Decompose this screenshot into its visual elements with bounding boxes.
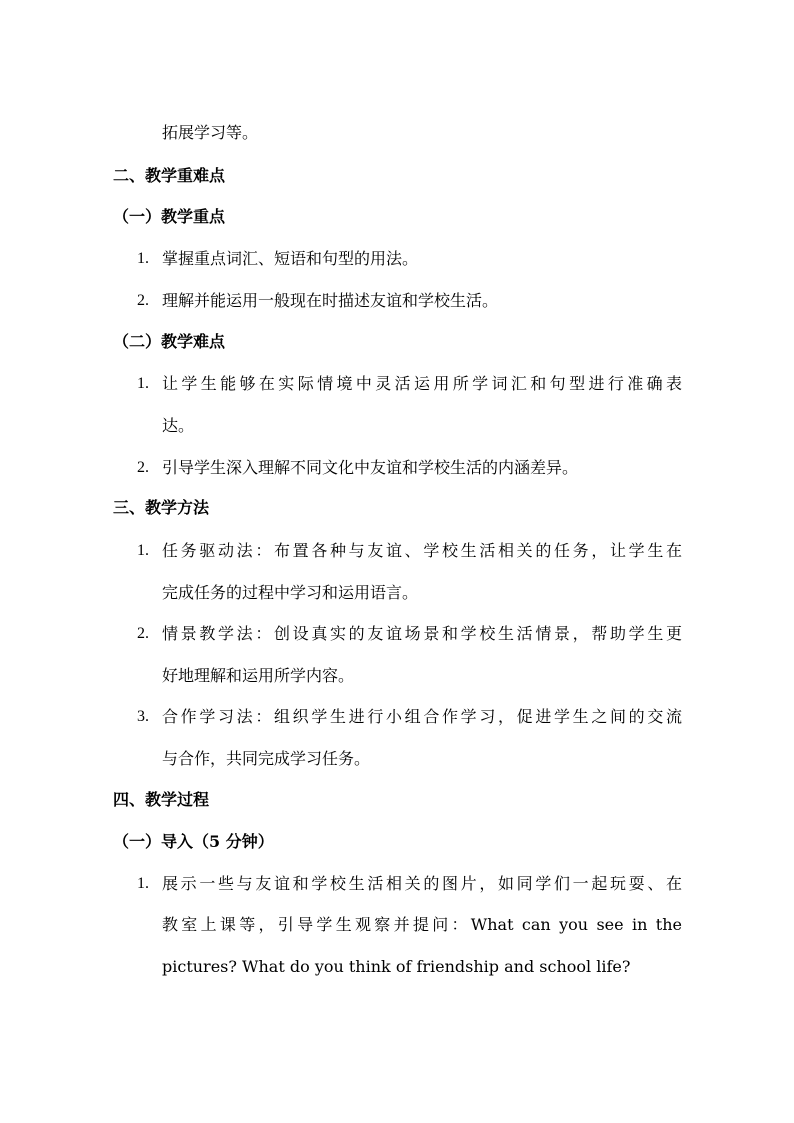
list-number: 2. [137, 459, 149, 476]
list-number: 1. [137, 542, 149, 559]
subsection-heading: （一）导入（5 分钟） [113, 832, 274, 851]
list-item-text-continued: pictures? What do you think of friendship and school life? [162, 957, 631, 976]
list-item-text: 理解并能运用一般现在时描述友谊和学校生活。 [162, 291, 499, 310]
list-number: 1. [137, 250, 149, 267]
list-item-text-continued: 好地理解和运用所学内容。 [162, 666, 355, 685]
list-item-text-continued: 完成任务的过程中学习和运用语言。 [162, 583, 419, 602]
subsection-heading: （二）教学难点 [113, 332, 226, 351]
list-item-text-continued: 达。 [162, 416, 195, 435]
section-heading: 二、教学重难点 [113, 166, 226, 185]
list-number: 2. [137, 292, 149, 309]
list-item-text: 掌握重点词汇、短语和句型的用法。 [162, 249, 419, 268]
intro-tail-text: 拓展学习等。 [162, 123, 259, 142]
list-item-text: 情景教学法：创设真实的友谊场景和学校生活情景，帮助学生更 [162, 624, 682, 643]
list-item-text: 任务驱动法：布置各种与友谊、学校生活相关的任务，让学生在 [162, 541, 682, 560]
section-heading: 四、教学过程 [113, 790, 210, 809]
list-number: 3. [137, 708, 149, 725]
list-item-text-continued: 教室上课等，引导学生观察并提问：What can you see in the [162, 915, 682, 934]
subsection-heading: （一）教学重点 [113, 207, 226, 226]
list-item-text-continued: 与合作，共同完成学习任务。 [162, 749, 371, 768]
list-number: 1. [137, 375, 149, 392]
list-item-text: 展示一些与友谊和学校生活相关的图片，如同学们一起玩耍、在 [162, 874, 682, 893]
list-number: 1. [137, 875, 149, 892]
list-item-text: 引导学生深入理解不同文化中友谊和学校生活的内涵差异。 [162, 458, 579, 477]
section-heading: 三、教学方法 [113, 498, 210, 517]
list-item-text: 让学生能够在实际情境中灵活运用所学词汇和句型进行准确表 [162, 374, 682, 393]
list-number: 2. [137, 625, 149, 642]
list-item-text: 合作学习法：组织学生进行小组合作学习，促进学生之间的交流 [162, 707, 682, 726]
